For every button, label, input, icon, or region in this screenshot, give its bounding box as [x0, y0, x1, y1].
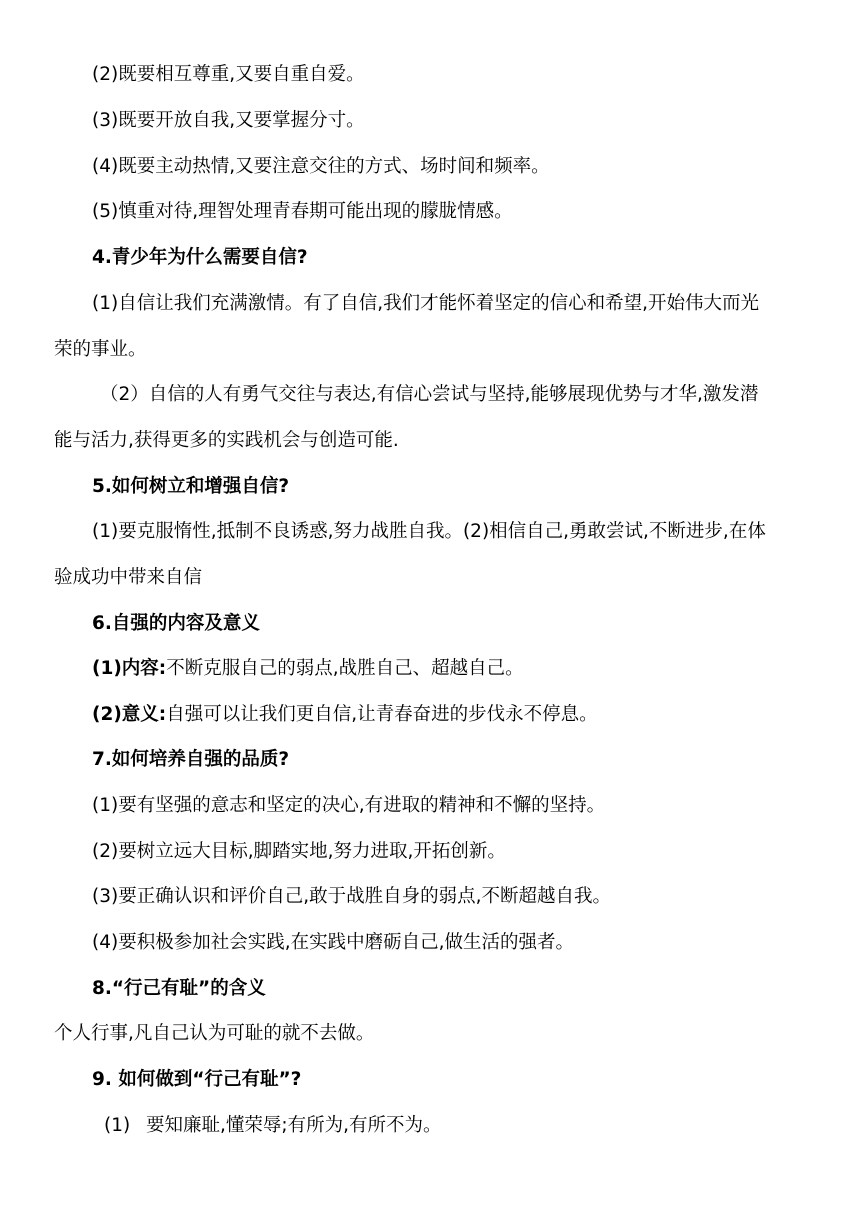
paragraph-line: (2)要树立远大目标,脚踏实地,努力进取,开拓创新。: [92, 841, 506, 862]
list-item: [104, 1113, 442, 1139]
paragraph-line: (3)要正确认识和评价自己,敢于战胜自身的弱点,不断超越自我。: [92, 886, 611, 907]
paragraph-line: (1)要有坚强的意志和坚定的决心,有进取的精神和不懈的坚持。: [92, 795, 606, 816]
item-text: 自强可以让我们更自信,让青春奋进的步伐永不停息。: [166, 704, 598, 725]
list-marker: (1): [104, 1115, 131, 1136]
section-heading: 5.如何树立和增强自信?: [92, 476, 290, 497]
paragraph-line: (5)慎重对待,理智处理青春期可能出现的朦胧情感。: [92, 201, 513, 222]
item-label: (1)内容:: [92, 658, 167, 679]
section-heading: 8.“行己有耻”的含义: [92, 978, 266, 999]
paragraph-line: 荣的事业。: [54, 339, 147, 360]
paragraph-line: (3)既要开放自我,又要掌握分寸。: [92, 110, 365, 131]
paragraph-line: (1)自信让我们充满激情。有了自信,我们才能怀着坚定的信心和希望,开始伟大而光: [92, 293, 759, 314]
paragraph-line: (4)既要主动热情,又要注意交往的方式、场时间和频率。: [92, 156, 550, 177]
section-heading: 4.青少年为什么需要自信?: [92, 247, 308, 268]
item-text: 要知廉耻,懂荣辱;有所为,有所不为。: [146, 1115, 442, 1136]
paragraph-line: (2)既要相互尊重,又要自重自爱。: [92, 64, 365, 85]
section-heading: 6.自强的内容及意义: [92, 613, 260, 634]
section-heading: 7.如何培养自强的品质?: [92, 749, 290, 770]
paragraph-line: (4)要积极参加社会实践,在实践中磨砺自己,做生活的强者。: [92, 932, 574, 953]
paragraph-line: 能与活力,获得更多的实践机会与创造可能.: [54, 430, 399, 451]
section-heading: 9. 如何做到“行己有耻”?: [92, 1069, 302, 1090]
paragraph-line: [92, 656, 524, 682]
paragraph-line: [92, 702, 598, 728]
paragraph-line: 个人行事,凡自己认为可耻的就不去做。: [54, 1023, 375, 1044]
item-label: (2)意义:: [92, 704, 167, 725]
paragraph-line: （2）自信的人有勇气交往与表达,有信心尝试与坚持,能够展现优势与才华,激发潜: [100, 384, 759, 405]
paragraph-line: 验成功中带来自信: [54, 567, 203, 588]
item-text: 不断克服自己的弱点,战胜自己、超越自己。: [166, 658, 524, 679]
paragraph-line: (1)要克服惰性,抵制不良诱惑,努力战胜自我。(2)相信自己,勇敢尝试,不断进步,在体: [92, 521, 766, 542]
